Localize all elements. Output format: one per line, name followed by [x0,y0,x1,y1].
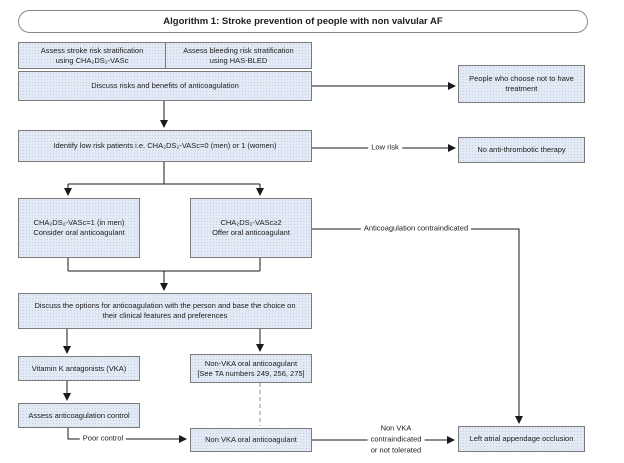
node-vasc2-line2: Offer oral anticoagulant [212,228,290,237]
node-nonvka-ta-numbers [190,354,312,383]
node-assess-stroke-risk-line1: Assess stroke risk stratification [40,45,144,55]
node-vka-text: Vitamin K antagonists (VKA) [31,363,127,373]
node-discuss-risks-text: Discuss risks and benefits of anticoagulation [91,81,239,91]
node-assess-bleeding-risk-line1: Assess bleeding risk stratification [183,45,294,55]
node-identify-low-risk [18,130,312,162]
node-discuss-options-line2: their clinical features and preferences [102,311,228,320]
flowchart-title-text: Algorithm 1: Stroke prevention of people with non valvular AF [163,16,443,27]
edge-label-poor-control: Poor control [80,434,126,445]
edge-label-low-risk: Low risk [368,143,402,154]
node-vasc1-line1: CHA₂DS₂-VASc=1 (in men) [33,218,125,228]
node-assess-control-text: Assess anticoagulation control [28,410,130,420]
edge-label-nonvka-contra-line2: contraindicated [370,434,422,444]
node-discuss-options [18,293,312,329]
node-discuss-risks [18,71,312,101]
flowchart-title [18,10,588,33]
edge-label-nonvka-contraindicated [368,424,425,457]
node-assess-anticoagulation-control [18,403,140,428]
node-vasc2-offer-anticoagulant [190,198,312,258]
node-discuss-options-line1: Discuss the options for anticoagulation with the person and base the choice on [34,301,296,311]
node-assess-stroke-risk [18,42,166,69]
node-assess-bleeding-risk-line2: using HAS-BLED [209,55,268,65]
node-vasc1-consider-anticoagulant [18,198,140,258]
node-assess-bleeding-risk [165,42,312,69]
node-people-choose-no-treatment [458,65,585,103]
node-no-antithrombotic-text: No anti-thrombotic therapy [477,145,566,155]
node-nonvka-ta-line2: [See TA numbers 249, 256, 275] [197,368,305,378]
node-vka [18,356,140,381]
node-identify-low-risk-text: Identify low risk patients i.e. CHA₂DS₂-VASc=0 (men) or 1 (women) [53,141,277,151]
node-laa-text: Left atrial appendage occlusion [469,434,574,444]
node-nonvka-ta-line1: Non-VKA oral anticoagulant [204,358,298,368]
node-people-choose-line2: treatment [505,84,538,93]
node-vasc2-line1: CHA₂DS₂-VASc≥2 [220,218,282,228]
node-people-choose-line1: People who choose not to have [469,74,574,84]
node-assess-stroke-risk-line2: using CHA₂DS₂-VASc [55,55,129,65]
node-nonvka-text: Non VKA oral anticoagulant [205,435,297,445]
edge-label-anticoagulation-contraindicated: Anticoagulation contraindicated [361,224,471,235]
edge-label-nonvka-contra-line1: Non VKA [380,423,412,433]
node-vasc1-line2: Consider oral anticoagulant [33,228,125,237]
node-nonvka-oral-anticoagulant [190,428,312,452]
node-no-antithrombotic-therapy [458,137,585,163]
edge-label-nonvka-contra-line3: or not tolerated [370,445,422,455]
node-left-atrial-appendage-occlusion [458,426,585,452]
